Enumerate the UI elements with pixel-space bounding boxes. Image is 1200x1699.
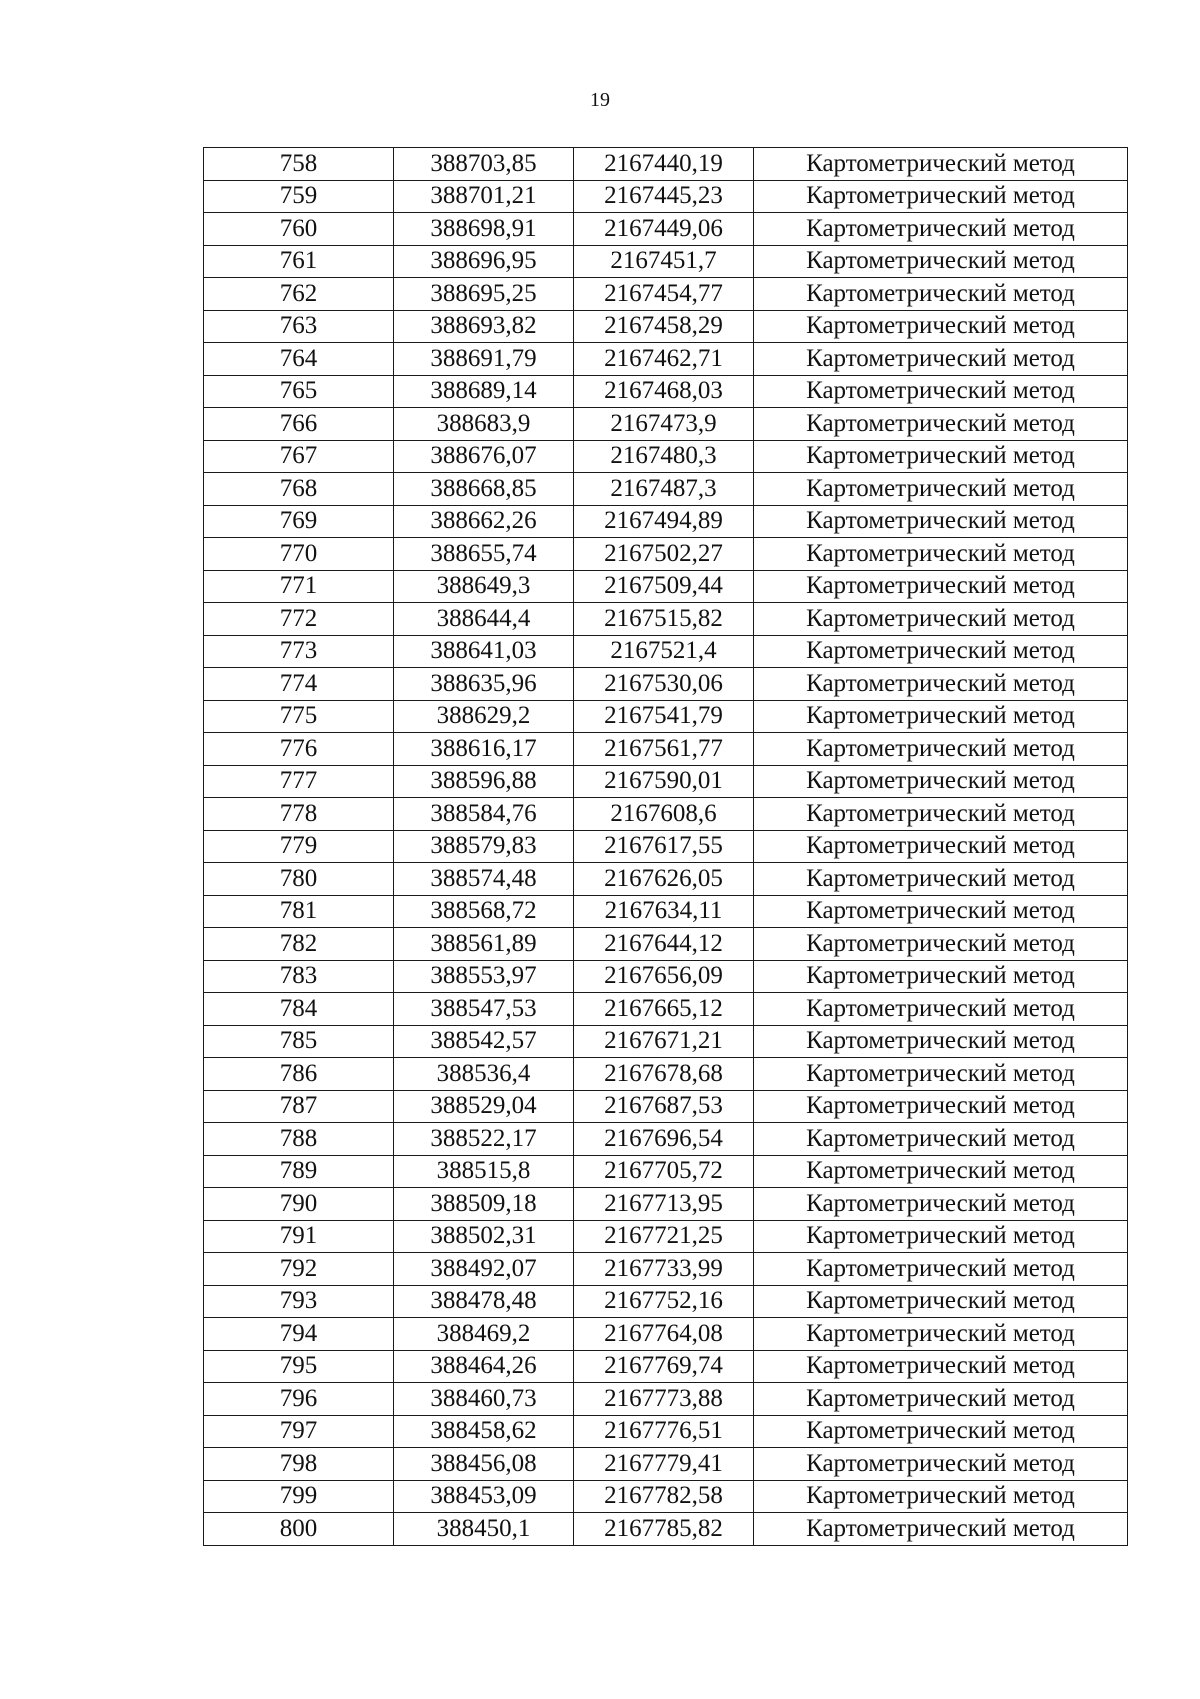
point-number-cell: 777 [204, 765, 394, 798]
y-coordinate-cell: 2167634,11 [574, 895, 754, 928]
x-coordinate-cell: 388641,03 [394, 635, 574, 668]
method-cell: Картометрический метод [754, 1415, 1128, 1448]
method-cell: Картометрический метод [754, 960, 1128, 993]
x-coordinate-cell: 388469,2 [394, 1318, 574, 1351]
method-cell: Картометрический метод [754, 1448, 1128, 1481]
y-coordinate-cell: 2167687,53 [574, 1090, 754, 1123]
method-cell: Картометрический метод [754, 798, 1128, 831]
table-row [204, 343, 1128, 376]
method-cell: Картометрический метод [754, 375, 1128, 408]
y-coordinate-cell: 2167473,9 [574, 408, 754, 441]
table-row [204, 310, 1128, 343]
method-cell: Картометрический метод [754, 863, 1128, 896]
table-row [204, 505, 1128, 538]
point-number-cell: 785 [204, 1025, 394, 1058]
y-coordinate-cell: 2167480,3 [574, 440, 754, 473]
y-coordinate-cell: 2167449,06 [574, 213, 754, 246]
table-row [204, 960, 1128, 993]
x-coordinate-cell: 388529,04 [394, 1090, 574, 1123]
method-cell: Картометрический метод [754, 603, 1128, 636]
y-coordinate-cell: 2167509,44 [574, 570, 754, 603]
table-row [204, 570, 1128, 603]
point-number-cell: 761 [204, 245, 394, 278]
method-cell: Картометрический метод [754, 1253, 1128, 1286]
method-cell: Картометрический метод [754, 1480, 1128, 1513]
y-coordinate-cell: 2167705,72 [574, 1155, 754, 1188]
table-row [204, 1220, 1128, 1253]
table-row [204, 830, 1128, 863]
table-row [204, 408, 1128, 441]
table-row [204, 1090, 1128, 1123]
method-cell: Картометрический метод [754, 1318, 1128, 1351]
x-coordinate-cell: 388515,8 [394, 1155, 574, 1188]
x-coordinate-cell: 388492,07 [394, 1253, 574, 1286]
method-cell: Картометрический метод [754, 148, 1128, 181]
coordinates-table [203, 147, 1128, 1546]
method-cell: Картометрический метод [754, 1350, 1128, 1383]
point-number-cell: 796 [204, 1383, 394, 1416]
point-number-cell: 781 [204, 895, 394, 928]
x-coordinate-cell: 388464,26 [394, 1350, 574, 1383]
table-row [204, 1025, 1128, 1058]
x-coordinate-cell: 388522,17 [394, 1123, 574, 1156]
point-number-cell: 773 [204, 635, 394, 668]
x-coordinate-cell: 388450,1 [394, 1513, 574, 1546]
y-coordinate-cell: 2167671,21 [574, 1025, 754, 1058]
table-row [204, 1480, 1128, 1513]
y-coordinate-cell: 2167678,68 [574, 1058, 754, 1091]
x-coordinate-cell: 388460,73 [394, 1383, 574, 1416]
y-coordinate-cell: 2167782,58 [574, 1480, 754, 1513]
y-coordinate-cell: 2167502,27 [574, 538, 754, 571]
y-coordinate-cell: 2167665,12 [574, 993, 754, 1026]
table-row [204, 278, 1128, 311]
table-row [204, 668, 1128, 701]
point-number-cell: 770 [204, 538, 394, 571]
y-coordinate-cell: 2167752,16 [574, 1285, 754, 1318]
method-cell: Картометрический метод [754, 635, 1128, 668]
table-row [204, 1253, 1128, 1286]
x-coordinate-cell: 388616,17 [394, 733, 574, 766]
point-number-cell: 776 [204, 733, 394, 766]
table-row [204, 1350, 1128, 1383]
point-number-cell: 779 [204, 830, 394, 863]
table-row [204, 148, 1128, 181]
y-coordinate-cell: 2167656,09 [574, 960, 754, 993]
x-coordinate-cell: 388509,18 [394, 1188, 574, 1221]
method-cell: Картометрический метод [754, 1090, 1128, 1123]
y-coordinate-cell: 2167445,23 [574, 180, 754, 213]
point-number-cell: 769 [204, 505, 394, 538]
point-number-cell: 771 [204, 570, 394, 603]
method-cell: Картометрический метод [754, 245, 1128, 278]
table-row [204, 733, 1128, 766]
y-coordinate-cell: 2167454,77 [574, 278, 754, 311]
y-coordinate-cell: 2167494,89 [574, 505, 754, 538]
y-coordinate-cell: 2167462,71 [574, 343, 754, 376]
method-cell: Картометрический метод [754, 1513, 1128, 1546]
point-number-cell: 784 [204, 993, 394, 1026]
x-coordinate-cell: 388629,2 [394, 700, 574, 733]
point-number-cell: 767 [204, 440, 394, 473]
table-row [204, 1123, 1128, 1156]
point-number-cell: 783 [204, 960, 394, 993]
point-number-cell: 774 [204, 668, 394, 701]
point-number-cell: 758 [204, 148, 394, 181]
y-coordinate-cell: 2167515,82 [574, 603, 754, 636]
point-number-cell: 790 [204, 1188, 394, 1221]
table-row [204, 635, 1128, 668]
x-coordinate-cell: 388547,53 [394, 993, 574, 1026]
method-cell: Картометрический метод [754, 538, 1128, 571]
table-row [204, 1448, 1128, 1481]
x-coordinate-cell: 388536,4 [394, 1058, 574, 1091]
point-number-cell: 788 [204, 1123, 394, 1156]
table-row [204, 1188, 1128, 1221]
point-number-cell: 759 [204, 180, 394, 213]
method-cell: Картометрический метод [754, 1155, 1128, 1188]
method-cell: Картометрический метод [754, 570, 1128, 603]
method-cell: Картометрический метод [754, 700, 1128, 733]
point-number-cell: 775 [204, 700, 394, 733]
table-row [204, 375, 1128, 408]
method-cell: Картометрический метод [754, 440, 1128, 473]
table-row [204, 798, 1128, 831]
method-cell: Картометрический метод [754, 1123, 1128, 1156]
point-number-cell: 798 [204, 1448, 394, 1481]
x-coordinate-cell: 388596,88 [394, 765, 574, 798]
point-number-cell: 768 [204, 473, 394, 506]
table-row [204, 1155, 1128, 1188]
method-cell: Картометрический метод [754, 765, 1128, 798]
y-coordinate-cell: 2167779,41 [574, 1448, 754, 1481]
coordinates-table-body [204, 148, 1128, 1546]
table-row [204, 1058, 1128, 1091]
x-coordinate-cell: 388662,26 [394, 505, 574, 538]
x-coordinate-cell: 388691,79 [394, 343, 574, 376]
x-coordinate-cell: 388701,21 [394, 180, 574, 213]
table-row [204, 1318, 1128, 1351]
x-coordinate-cell: 388644,4 [394, 603, 574, 636]
point-number-cell: 794 [204, 1318, 394, 1351]
table-row [204, 928, 1128, 961]
table-row [204, 538, 1128, 571]
method-cell: Картометрический метод [754, 310, 1128, 343]
y-coordinate-cell: 2167696,54 [574, 1123, 754, 1156]
point-number-cell: 778 [204, 798, 394, 831]
x-coordinate-cell: 388574,48 [394, 863, 574, 896]
method-cell: Картометрический метод [754, 408, 1128, 441]
method-cell: Картометрический метод [754, 1188, 1128, 1221]
method-cell: Картометрический метод [754, 733, 1128, 766]
point-number-cell: 762 [204, 278, 394, 311]
table-row [204, 473, 1128, 506]
x-coordinate-cell: 388698,91 [394, 213, 574, 246]
x-coordinate-cell: 388542,57 [394, 1025, 574, 1058]
table-row [204, 1285, 1128, 1318]
y-coordinate-cell: 2167644,12 [574, 928, 754, 961]
point-number-cell: 793 [204, 1285, 394, 1318]
table-row [204, 1513, 1128, 1546]
method-cell: Картометрический метод [754, 993, 1128, 1026]
y-coordinate-cell: 2167764,08 [574, 1318, 754, 1351]
y-coordinate-cell: 2167561,77 [574, 733, 754, 766]
x-coordinate-cell: 388703,85 [394, 148, 574, 181]
x-coordinate-cell: 388668,85 [394, 473, 574, 506]
point-number-cell: 789 [204, 1155, 394, 1188]
x-coordinate-cell: 388453,09 [394, 1480, 574, 1513]
point-number-cell: 780 [204, 863, 394, 896]
y-coordinate-cell: 2167608,6 [574, 798, 754, 831]
point-number-cell: 792 [204, 1253, 394, 1286]
y-coordinate-cell: 2167626,05 [574, 863, 754, 896]
y-coordinate-cell: 2167769,74 [574, 1350, 754, 1383]
method-cell: Картометрический метод [754, 830, 1128, 863]
x-coordinate-cell: 388458,62 [394, 1415, 574, 1448]
table-row [204, 1383, 1128, 1416]
x-coordinate-cell: 388695,25 [394, 278, 574, 311]
x-coordinate-cell: 388696,95 [394, 245, 574, 278]
point-number-cell: 797 [204, 1415, 394, 1448]
y-coordinate-cell: 2167773,88 [574, 1383, 754, 1416]
method-cell: Картометрический метод [754, 473, 1128, 506]
table-row [204, 213, 1128, 246]
y-coordinate-cell: 2167617,55 [574, 830, 754, 863]
x-coordinate-cell: 388579,83 [394, 830, 574, 863]
point-number-cell: 760 [204, 213, 394, 246]
point-number-cell: 772 [204, 603, 394, 636]
point-number-cell: 764 [204, 343, 394, 376]
point-number-cell: 766 [204, 408, 394, 441]
y-coordinate-cell: 2167458,29 [574, 310, 754, 343]
table-row [204, 1415, 1128, 1448]
point-number-cell: 763 [204, 310, 394, 343]
point-number-cell: 791 [204, 1220, 394, 1253]
table-row [204, 603, 1128, 636]
table-row [204, 993, 1128, 1026]
x-coordinate-cell: 388478,48 [394, 1285, 574, 1318]
y-coordinate-cell: 2167776,51 [574, 1415, 754, 1448]
method-cell: Картометрический метод [754, 343, 1128, 376]
y-coordinate-cell: 2167713,95 [574, 1188, 754, 1221]
y-coordinate-cell: 2167468,03 [574, 375, 754, 408]
method-cell: Картометрический метод [754, 928, 1128, 961]
y-coordinate-cell: 2167451,7 [574, 245, 754, 278]
table-row [204, 440, 1128, 473]
table-row [204, 180, 1128, 213]
x-coordinate-cell: 388561,89 [394, 928, 574, 961]
point-number-cell: 765 [204, 375, 394, 408]
table-row [204, 700, 1128, 733]
y-coordinate-cell: 2167733,99 [574, 1253, 754, 1286]
x-coordinate-cell: 388553,97 [394, 960, 574, 993]
y-coordinate-cell: 2167440,19 [574, 148, 754, 181]
method-cell: Картометрический метод [754, 895, 1128, 928]
y-coordinate-cell: 2167530,06 [574, 668, 754, 701]
method-cell: Картометрический метод [754, 213, 1128, 246]
x-coordinate-cell: 388676,07 [394, 440, 574, 473]
y-coordinate-cell: 2167721,25 [574, 1220, 754, 1253]
table-row [204, 245, 1128, 278]
table-row [204, 863, 1128, 896]
y-coordinate-cell: 2167487,3 [574, 473, 754, 506]
y-coordinate-cell: 2167590,01 [574, 765, 754, 798]
page-number: 19 [590, 89, 610, 111]
point-number-cell: 787 [204, 1090, 394, 1123]
x-coordinate-cell: 388635,96 [394, 668, 574, 701]
x-coordinate-cell: 388649,3 [394, 570, 574, 603]
method-cell: Картометрический метод [754, 1285, 1128, 1318]
method-cell: Картометрический метод [754, 278, 1128, 311]
point-number-cell: 786 [204, 1058, 394, 1091]
x-coordinate-cell: 388502,31 [394, 1220, 574, 1253]
method-cell: Картометрический метод [754, 1383, 1128, 1416]
method-cell: Картометрический метод [754, 668, 1128, 701]
point-number-cell: 800 [204, 1513, 394, 1546]
x-coordinate-cell: 388683,9 [394, 408, 574, 441]
x-coordinate-cell: 388689,14 [394, 375, 574, 408]
y-coordinate-cell: 2167785,82 [574, 1513, 754, 1546]
x-coordinate-cell: 388584,76 [394, 798, 574, 831]
method-cell: Картометрический метод [754, 180, 1128, 213]
table-row [204, 765, 1128, 798]
method-cell: Картометрический метод [754, 1220, 1128, 1253]
x-coordinate-cell: 388568,72 [394, 895, 574, 928]
x-coordinate-cell: 388693,82 [394, 310, 574, 343]
table-row [204, 895, 1128, 928]
method-cell: Картометрический метод [754, 1025, 1128, 1058]
method-cell: Картометрический метод [754, 1058, 1128, 1091]
x-coordinate-cell: 388655,74 [394, 538, 574, 571]
y-coordinate-cell: 2167541,79 [574, 700, 754, 733]
point-number-cell: 782 [204, 928, 394, 961]
y-coordinate-cell: 2167521,4 [574, 635, 754, 668]
point-number-cell: 795 [204, 1350, 394, 1383]
point-number-cell: 799 [204, 1480, 394, 1513]
method-cell: Картометрический метод [754, 505, 1128, 538]
x-coordinate-cell: 388456,08 [394, 1448, 574, 1481]
